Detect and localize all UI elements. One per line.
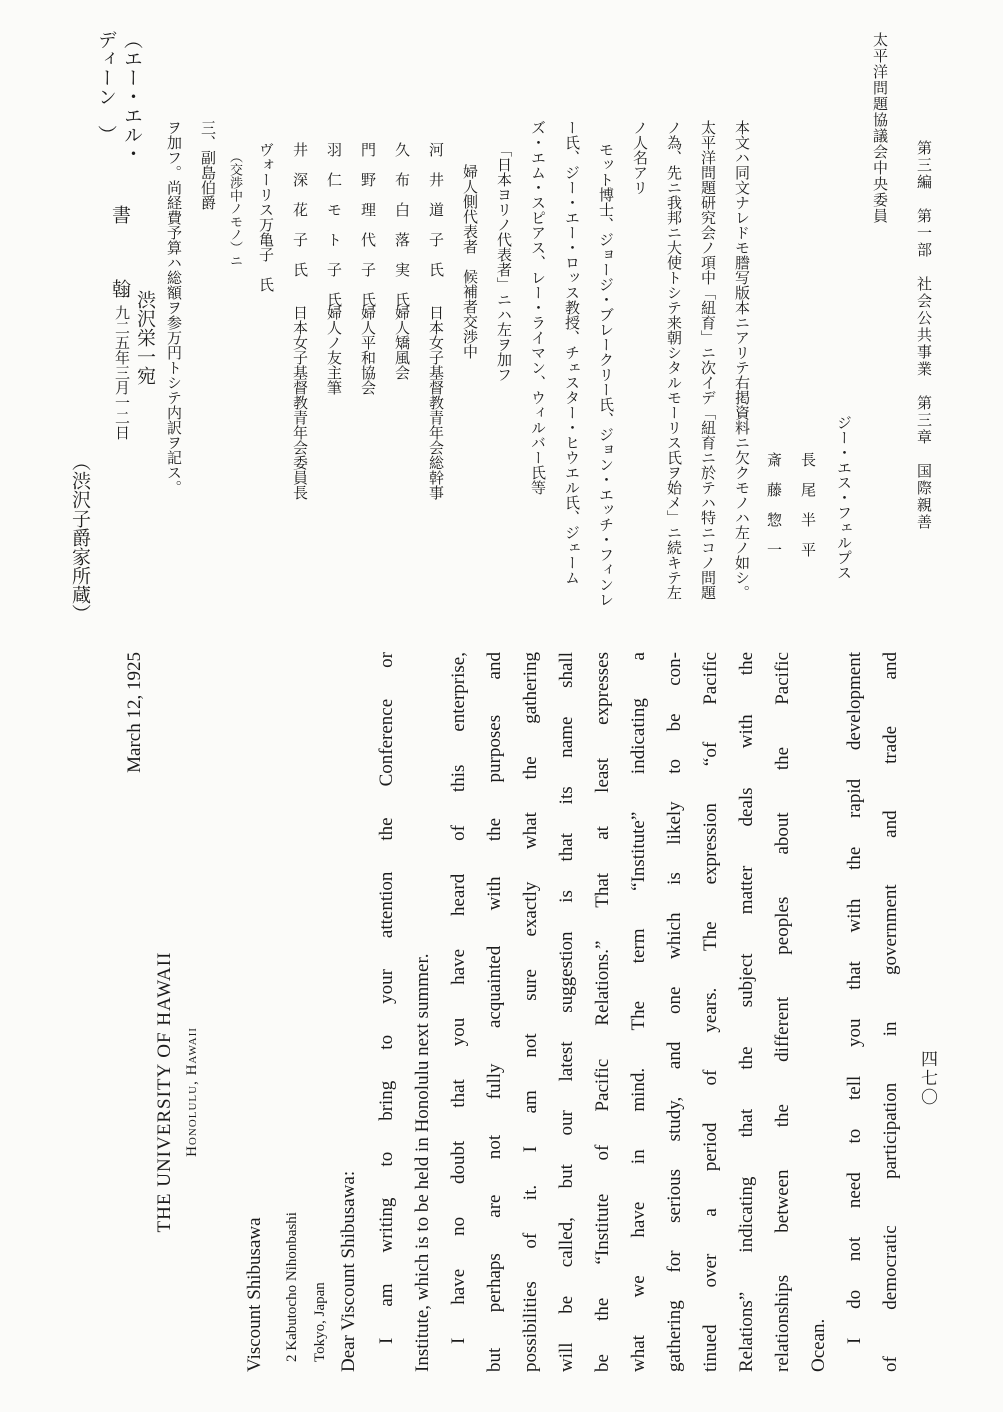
- member-3: 斎 藤 惣 一: [765, 452, 783, 557]
- rep-org-4: 婦人ノ友主筆: [325, 305, 343, 395]
- note-line-7: ズ・エム・スピアス、レー・ライマン、ウィルバー氏等: [529, 120, 547, 495]
- note-line-1: 本文ハ同文ナレドモ謄写版本ニアリテ右掲資料ニ欠クモノハ左ノ如シ。: [733, 120, 751, 600]
- member-1: ジー・エス・フェルプス: [835, 415, 853, 580]
- note-line-9: 婦人側代表者 候補者交渉中: [461, 164, 479, 359]
- letter-date-en: March 12, 1925: [124, 652, 145, 773]
- body-line-7: be the “Institute of Pacific Relations.” That at least expresses: [592, 652, 613, 1372]
- note-line-6: ー氏、ジー・エー・ロッス教授、チェスター・ヒウエル氏、ジェーム: [563, 120, 581, 585]
- rep-name-1: 河 井 道 子 氏: [427, 142, 445, 277]
- note-line-3: ノ為、先ニ我邦ニ大使トシテ来朝シタルモーリス氏ヲ始メ」ニ続キテ左: [665, 120, 683, 600]
- rep-org-2: 婦人矯風会: [393, 305, 411, 380]
- letter-label: 書 翰: [109, 205, 131, 316]
- addressee-city: Tokyo, Japan: [312, 1282, 328, 1362]
- item-3: 三、副島伯爵: [199, 120, 217, 210]
- addressee-street: 2 Kabutocho Nihonbashi: [284, 1212, 300, 1362]
- body-line-14: I do not need to tell you that with the rapid development: [844, 652, 865, 1344]
- rep-name-5: 井 深 花 子 氏: [291, 142, 309, 277]
- rep-name-3: 門 野 理 代 子 氏: [359, 142, 377, 307]
- committee-title: 太平洋問題協議会中央委員: [871, 32, 889, 224]
- body-line-1: I am writing to bring to your attention the Conference or: [376, 652, 397, 1344]
- letter-addressee: 渋沢栄一宛: [134, 290, 156, 385]
- note-line-2: 太平洋問題研究会ノ項中「紐育」ニ次イデ「紐育ニ於テハ特ニコノ問題: [699, 120, 717, 600]
- rep-name-4: 羽 仁 モ ト 子 氏: [325, 142, 343, 307]
- letter-author-1: （エー・エル・: [121, 30, 143, 163]
- budget-line: ヲ加フ。尚経費予算ハ総額ヲ参万円トシテ内訳ヲ記ス。: [165, 120, 183, 495]
- body-line-13: Ocean.: [808, 1318, 829, 1372]
- body-line-3: I have no doubt that you have heard of this enterprise,: [448, 652, 469, 1344]
- member-2: 長 尾 半 平: [799, 452, 817, 557]
- body-line-5: possibilities of it. I am not sure exactly what the gathering: [520, 652, 541, 1372]
- letter-author-2: ディーン ）: [95, 30, 117, 144]
- body-line-15: of democratic participation in government and trade and: [880, 652, 901, 1372]
- note-line-5: モット博士、ジョージ・ブレークリー氏、ジョン・エッチ・フィンレ: [597, 142, 615, 607]
- body-line-4: but perhaps are not fully acquainted with the purposes and: [484, 652, 505, 1372]
- body-line-10: tinued over a period of years. The expression “of Pacific: [700, 652, 721, 1372]
- negotiating-note: （交渉中ノモノ）ニ: [227, 150, 242, 267]
- note-line-8: 「日本ヨリノ代表者」ニハ左ヲ加フ: [495, 142, 513, 382]
- salutation: Dear Viscount Shibusawa:: [338, 1170, 359, 1372]
- body-line-12: relationships between the different peoples about the Pacific: [772, 652, 793, 1372]
- body-line-6: will be called, but our latest suggestion is that its name shall: [556, 652, 577, 1372]
- letterhead-place: Honolulu, Hawaii: [184, 1027, 200, 1157]
- body-line-11: Relations” indicating that the subject matter deals with the: [736, 652, 757, 1372]
- body-line-2: Institute, which is to be held in Honolulu next summer.: [412, 953, 433, 1372]
- english-letter: [112, 652, 901, 1372]
- rep-org-3: 婦人平和協会: [359, 305, 377, 395]
- running-head: 第三編 第一部 社会公共事業 第三章 国際親善: [915, 140, 933, 531]
- page-number: 四七〇: [917, 1050, 937, 1107]
- source-note: （渋沢子爵家所蔵）: [69, 452, 91, 623]
- letterhead-title: THE UNIVERSITY OF HAWAII: [154, 951, 175, 1233]
- rep-org-5: 日本女子基督教青年会委員長: [291, 305, 309, 500]
- note-line-4: ノ人名アリ: [631, 120, 649, 195]
- letter-date: 一九二五年三月一二日: [113, 290, 131, 440]
- rep-name-6: ヴォーリス万亀子 氏: [257, 142, 275, 292]
- body-line-9: gathering for serious study, and one which is likely to be con-: [664, 652, 685, 1372]
- rep-name-2: 久 布 白 落 実 氏: [393, 142, 411, 307]
- rep-org-1: 日本女子基督教青年会総幹事: [427, 305, 445, 500]
- body-line-8: what we have in mind. The term “Institute” indicating a: [628, 652, 649, 1372]
- addressee-name: Viscount Shibusawa: [244, 1217, 265, 1372]
